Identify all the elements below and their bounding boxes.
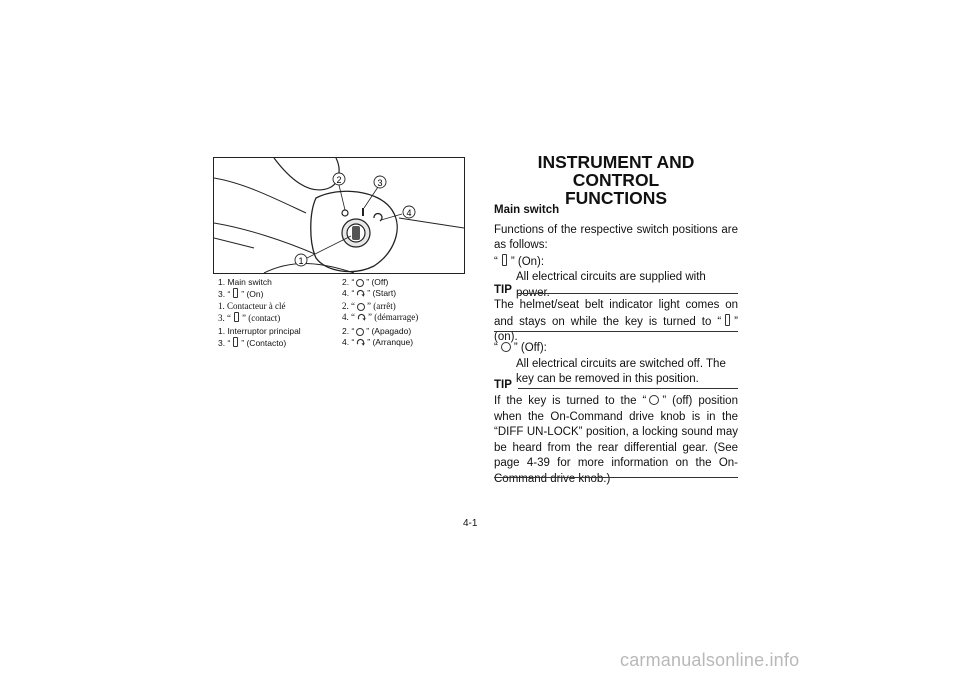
caption-item-1: 1. Interruptor principal xyxy=(218,326,301,336)
caption-item-3: 3. “ ” (On) xyxy=(218,288,264,299)
off-icon xyxy=(356,279,364,287)
off-icon xyxy=(356,328,364,336)
section-heading xyxy=(494,153,738,207)
heading-line-2: FUNCTIONS xyxy=(564,188,668,208)
off-icon xyxy=(501,342,511,352)
caption-french xyxy=(218,301,419,323)
caption-item-3: 3. “ ” (contact) xyxy=(218,312,281,323)
caption-item-4: 4. “ ” (Start) xyxy=(342,287,397,298)
caption-item-1: 1. Main switch xyxy=(218,277,272,287)
on-icon xyxy=(233,337,238,347)
caption-spanish xyxy=(218,326,414,348)
start-icon xyxy=(356,338,365,346)
tip-text-1: The helmet/seat belt indicator light comes on and stays on while the key is turned to “ ” (on). xyxy=(494,299,738,343)
svg-text:2: 2 xyxy=(336,175,342,185)
tip-header-1 xyxy=(494,284,738,298)
callout-4 xyxy=(403,206,415,218)
tip-rule xyxy=(518,293,738,294)
svg-text:4: 4 xyxy=(406,208,412,218)
tip-label: TIP xyxy=(494,379,512,391)
caption-item-4: 4. “ ” (démarrage) xyxy=(342,311,419,322)
start-icon xyxy=(357,313,366,321)
on-icon xyxy=(234,312,239,322)
off-position-label: “ ” (Off): xyxy=(494,342,547,354)
caption-item-1: 1. Contacteur à clé xyxy=(218,301,286,311)
switch-drawing xyxy=(214,158,464,273)
on-position-description: All electrical circuits are supplied with power. xyxy=(516,271,706,299)
callout-3 xyxy=(374,176,386,188)
tip-end-rule-2 xyxy=(494,477,738,478)
tip-rule xyxy=(518,388,738,389)
start-icon xyxy=(356,289,365,297)
off-icon xyxy=(649,395,659,405)
intro-paragraph: Functions of the respective switch positions are as follows: xyxy=(494,223,738,251)
on-icon xyxy=(502,254,507,266)
caption-item-4: 4. “ ” (Arranque) xyxy=(342,336,414,347)
tip-label: TIP xyxy=(494,284,512,296)
caption-item-2: 2. “ ” (arrêt) xyxy=(342,301,396,311)
watermark: carmanualsonline.info xyxy=(620,650,800,670)
callout-1 xyxy=(295,254,307,266)
main-switch-illustration xyxy=(213,157,465,274)
svg-text:3: 3 xyxy=(377,178,383,188)
on-icon xyxy=(233,288,238,298)
off-icon xyxy=(357,303,365,311)
svg-text:1: 1 xyxy=(298,256,304,266)
caption-item-3: 3. “ ” (Contacto) xyxy=(218,337,287,348)
heading-line-1: INSTRUMENT AND CONTROL xyxy=(537,152,695,190)
subsection-title: Main switch xyxy=(494,204,560,216)
on-position-label: “ ” (On): xyxy=(494,255,545,268)
page-number: 4-1 xyxy=(463,518,478,529)
caption-english xyxy=(218,277,397,299)
tip-header-2 xyxy=(494,379,738,393)
off-position-description: All electrical circuits are switched off. The key can be removed in this position. xyxy=(516,357,726,385)
tip-end-rule-1 xyxy=(494,331,738,332)
caption-item-2: 2. “ ” (Apagado) xyxy=(342,326,412,336)
caption-item-2: 2. “ ” (Off) xyxy=(342,277,389,287)
tip-text-2: If the key is turned to the “ ” (off) position when the On-Command drive knob is in the “DIFF UN-LOCK” position, a locking sound may be heard from the rear differential gear. (See page 4-39 for more information on the On-Command drive knob.) xyxy=(494,395,738,485)
callout-2 xyxy=(333,173,345,185)
on-icon xyxy=(725,314,730,326)
